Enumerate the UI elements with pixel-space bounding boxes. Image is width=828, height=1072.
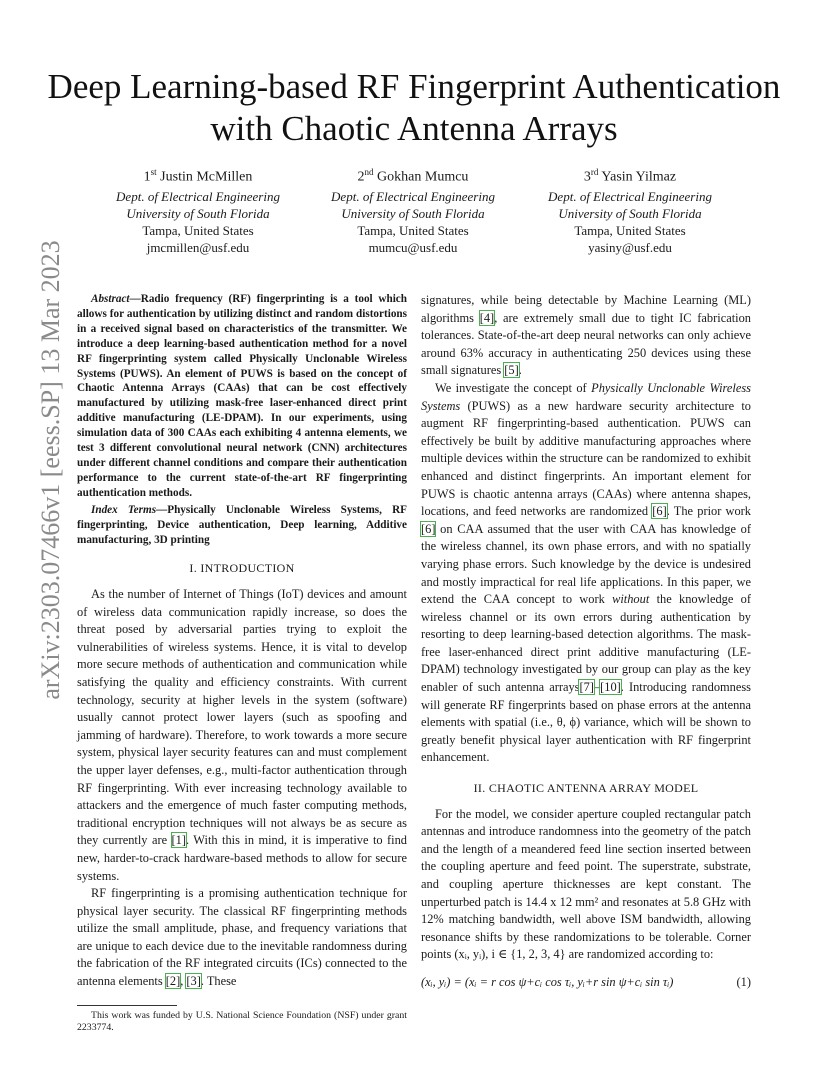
index-terms-label: Index Terms [91,503,157,516]
left-column [77,292,407,1034]
intro-paragraph-2: RF fingerprinting is a promising authentication technique for physical layer security. The classical RF fingerprinting methods utilize the small amplitude, phase, and frequency variations that are unique to each device due to the inevitable randomness during the fabrication of the RF integrated circuits (ICs) connected to the antenna elements [2], [3]. These [77,886,407,989]
right-paragraph-2: We investigate the concept of Physically Unclonable Wireless Systems (PUWS) as a new hardware security architecture to augment RF fingerprinting-based authentication. PUWS can effectively be built by additive manufacturing approaches where multiple devices within the structure can be randomized to exhibit enhanced and distinct fingerprints. An important element for PUWS is chaotic antenna arrays (CAAs) where antenna shapes, locations, and feed networks are randomized [6]. The prior work [6] on CAA assumed that the user with CAA has knowledge of the wireless channel, its own phase errors, and with no spatially varying phase errors. Such knowledge by the device is undesired and mostly impractical for real life applications. In this paper, we extend the CAA concept to work without the knowledge of wireless channel or its own errors during authentication by resorting to deep learning-based detection algorithms. The mask-free laser-enhanced direct print additive manufacturing (LE-DPAM) technology investigated by our group can play as the key enabler of such antenna arrays[7]–[10]. Introducing randomness will generate RF fingerprints based on phase errors at the antenna elements with spatial (i.e., θ, ϕ) variance, which will be shown to greatly benefit physical layer authentication with RF fingerprint enhancement. [421,380,751,765]
section-heading-introduction: I. INTRODUCTION [189,561,295,576]
author-name: Justin McMillen [160,169,253,185]
abstract-text: —Radio frequency (RF) fingerprinting is a tool which allows for authentication by utilizing distinct and random distortions in a received signal based on characteristics of the transmitter. We introduce a deep learning-based authentication method for a novel RF fingerprinting system called Physically Unclonable Wireless Systems (PUWS). An element of PUWS is based on the concept of Chaotic Antenna Arrays (CAAs) that can be cost effectively manufactured by utilizing mask-free laser-enhanced direct print additive manufacturing (LE-DPAM). In our experiments, using simulation data of 300 CAAs each exhibiting 4 antenna elements, we test 3 different convolutional neural network (CNN) architectures under different channel conditions and compare their authentication performance to the current state-of-the-art RF fingerprinting authentication methods. [77,293,407,499]
right-paragraph-3: For the model, we consider aperture coupled rectangular patch antennas and introduce randomness into the geometry of the patch and the length of a meandered feed line section inserted between the coupling aperture and feed point. The superstrate, substrate, and coupling aperture thicknesses are kept constant. The unperturbed patch is 14.4 x 12 mm² and resonates at 5.8 GHz with 12% matching bandwidth, well above ISM bandwidth, allowing resonance shifts by these randomizations to be tolerable. Corner points (xᵢ, yᵢ), i ∈ {1, 2, 3, 4} are randomized according to: [421,806,751,962]
author-dept: Dept. of Electrical Engineering [116,188,280,204]
index-terms [77,503,407,548]
citation-link[interactable]: [4] [479,310,495,325]
footnote-divider [77,1005,177,1006]
author-univ: University of South Florida [341,205,485,221]
equation-number: (1) [736,974,751,989]
arxiv-id: arXiv:2303.07466v1 [eess.SP] 13 Mar 2023 [36,240,65,700]
section-heading-chaotic-antenna-array-model: II. CHAOTIC ANTENNA ARRAY MODEL [473,781,699,796]
arxiv-sidebar-stamp [26,240,76,700]
author-univ: University of South Florida [126,205,270,221]
citation-link[interactable]: [2] [165,974,181,989]
author-name: Yasin Yilmaz [601,169,677,185]
author-name: Gokhan Mumcu [377,169,469,185]
author-location: Tampa, United States [574,222,686,238]
author-dept: Dept. of Electrical Engineering [331,188,495,204]
equation-body: (xᵢ, yᵢ) = (xᵢ = r cos ψ+cᵢ cos τᵢ, yᵢ+r sin ψ+cᵢ sin τᵢ) [421,974,674,989]
author-univ: University of South Florida [558,205,702,221]
abstract [77,292,407,501]
citation-link[interactable]: [1] [171,833,186,848]
author-location: Tampa, United States [142,222,254,238]
index-terms-text: —Physically Unclonable Wireless Systems, RF fingerprinting, Device authentication, Deep learning, Additive manufacturing, 3D printing [77,503,407,546]
paper-title: Deep Learning-based RF Fingerprint Authentication with Chaotic Antenna Arrays [47,67,781,148]
citation-link[interactable]: [3] [186,974,201,989]
author-email: mumcu@usf.edu [368,239,458,255]
right-paragraph-1: signatures, while being detectable by Machine Learning (ML) algorithms [4], are extremely small due to tight IC fabrication tolerances. State-of-the-art deep neural networks can only achieve around 63% accuracy in authenticating 250 devices using these small signatures [5]. [421,293,751,378]
citation-link[interactable]: [7] [579,680,594,695]
citation-link[interactable]: [10] [600,680,621,695]
author-email: yasiny@usf.edu [588,239,672,255]
author-2: 2nd Gokhan Mumcu Dept. of Electrical Engineering University of South Florida Tampa, United States mumcu@usf.edu [313,162,513,256]
author-3: 3rd Yasin Yilmaz Dept. of Electrical Engineering University of South Florida Tampa, United States yasiny@usf.edu [530,162,730,256]
author-email: jmcmillen@usf.edu [146,239,250,255]
funding-footnote: This work was funded by U.S. National Science Foundation (NSF) under grant 2233774. [77,1009,407,1033]
citation-link[interactable]: [6] [652,504,667,519]
intro-paragraph-1: As the number of Internet of Things (IoT) devices and amount of wireless data communication rapidly increase, so does the threat posed by adversarial parties trying to exploit the vulnerabilities of wireless systems. Hence, it is vital to develop more secure methods of authentication and communication while satisfying the quality and efficiency constraints. With current technology, security at higher levels in the system (software) usually cannot protect lower layers (such as spoofing and jamming of hardware). Therefore, to work towards a more secure system, physical layer security features can and must complement the upper layer defenses, e.g., multi-factor authentication through RF fingerprinting. With ever increasing technology available to attackers and the emergence of much faster computing methods, traditional encryption techniques will not always be as secure as they currently are [1]. With this in mind, it is imperative to find new, harder-to-crack hardware-based methods to allow for secure systems. [77,587,407,883]
author-1: 1st Justin McMillen Dept. of Electrical Engineering University of South Florida Tampa, United States jmcmillen@usf.edu [98,162,298,256]
citation-link[interactable]: [5] [504,363,519,378]
right-column [421,292,751,992]
author-dept: Dept. of Electrical Engineering [548,188,712,204]
abstract-label: Abstract [91,293,130,305]
citation-link[interactable]: [6] [421,521,436,536]
author-location: Tampa, United States [357,222,469,238]
equation-1 [421,974,751,992]
